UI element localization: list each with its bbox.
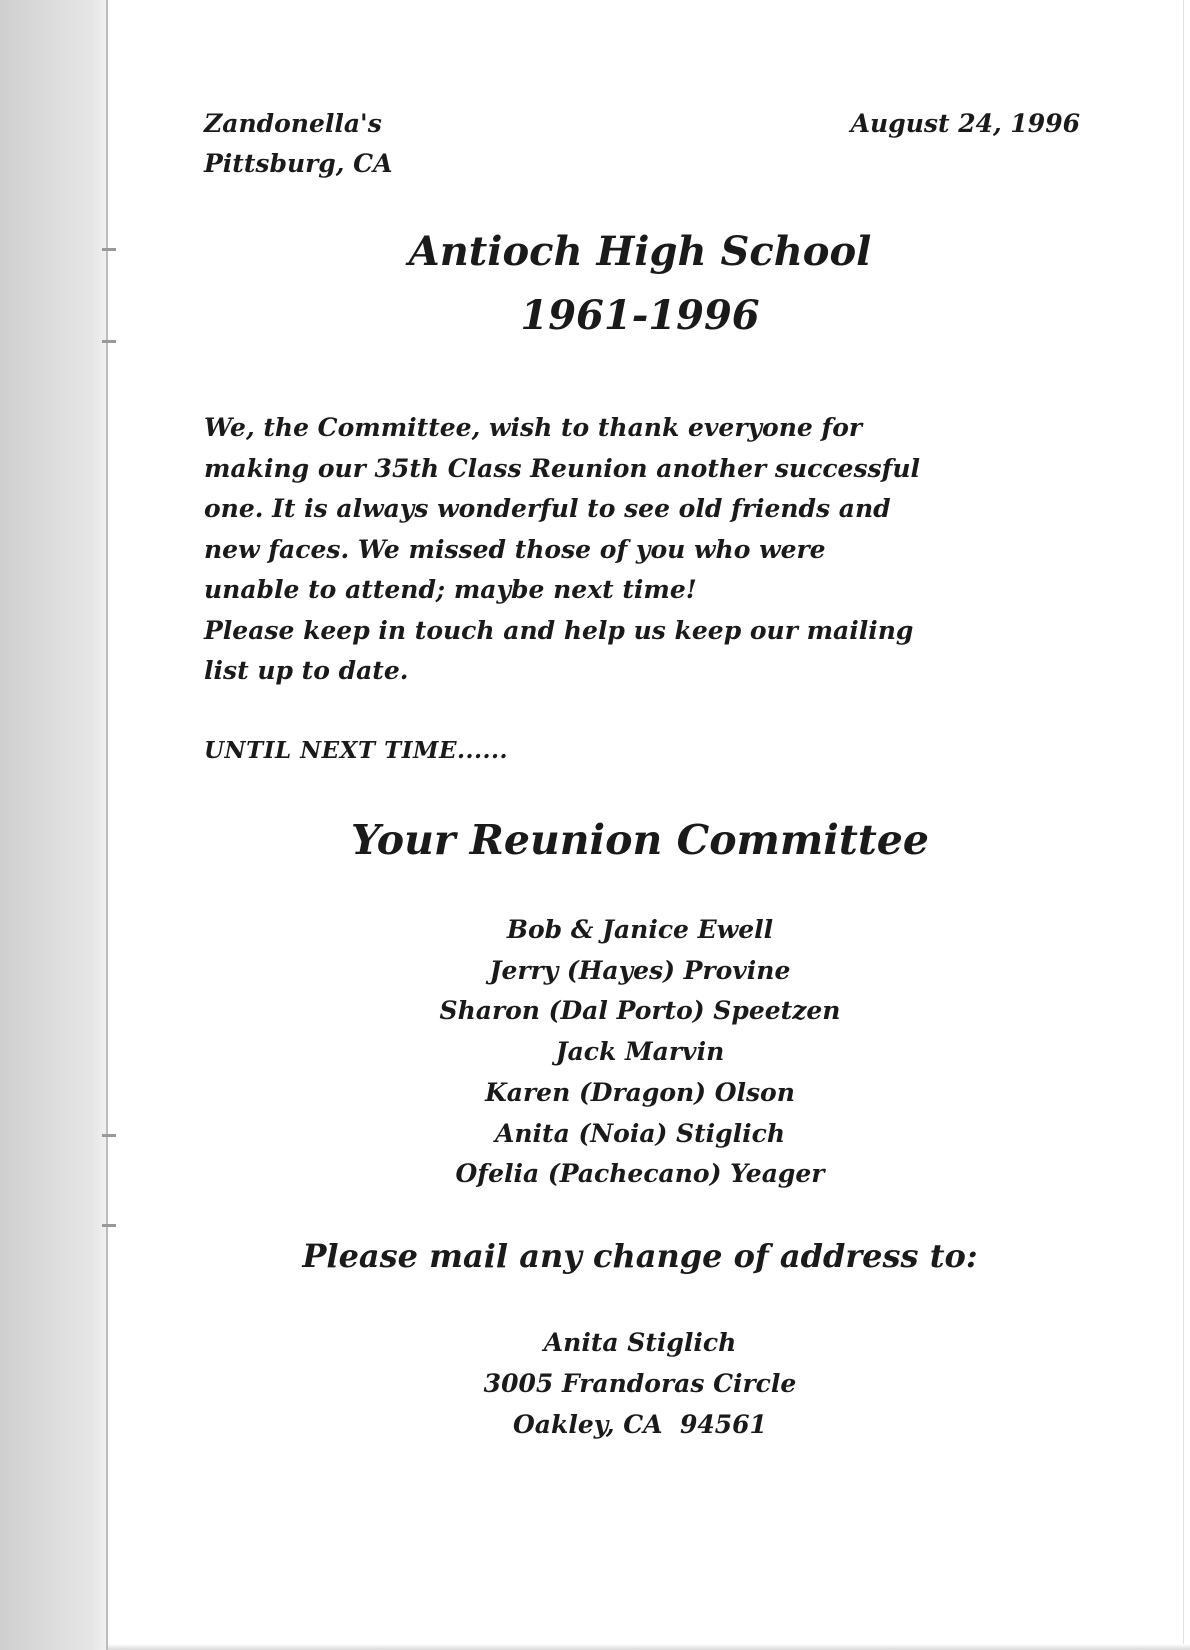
staple-mark <box>102 340 116 343</box>
address-street: 3005 Frandoras Circle <box>483 1369 797 1398</box>
school-title: Antioch High School <box>408 228 872 275</box>
message-line: new faces. We missed those of you who were <box>204 534 826 564</box>
committee-heading: Your Reunion Committee <box>351 816 929 864</box>
staple-mark <box>102 1134 116 1137</box>
letter-date: August 24, 1996 <box>850 109 1080 138</box>
committee-member: Anita (Noia) Stiglich <box>494 1118 786 1148</box>
address-city: Oakley, CA 94561 <box>513 1410 767 1439</box>
mailing-address <box>200 1322 1080 1445</box>
message-line: We, the Committee, wish to thank everyone for <box>204 413 863 442</box>
page-edge <box>1183 0 1184 1650</box>
message-line: list up to date. <box>204 656 409 685</box>
staple-mark <box>102 1224 116 1227</box>
message-line: one. It is always wonderful to see old friends and <box>204 494 891 523</box>
class-years: 1961-1996 <box>520 292 760 339</box>
thank-you-message <box>204 408 1064 692</box>
venue-name: Zandonella's <box>204 109 382 138</box>
message-line: unable to attend; maybe next time! <box>204 575 697 604</box>
committee-member: Ofelia (Pachecano) Yeager <box>455 1159 825 1189</box>
signoff: UNTIL NEXT TIME...... <box>204 737 509 764</box>
committee-member: Bob & Janice Ewell <box>506 915 774 944</box>
committee-member: Karen (Dragon) Olson <box>485 1077 795 1107</box>
staple-mark <box>102 248 116 251</box>
mail-heading: Please mail any change of address to: <box>302 1237 978 1275</box>
venue-city: Pittsburg, CA <box>204 149 393 178</box>
binding-edge <box>0 0 108 1650</box>
reunion-letter-page <box>200 0 1080 1650</box>
address-name: Anita Stiglich <box>543 1328 737 1357</box>
message-line: making our 35th Class Reunion another successful <box>204 453 921 483</box>
committee-member: Jack Marvin <box>555 1037 725 1067</box>
committee-member: Sharon (Dal Porto) Speetzen <box>439 996 841 1026</box>
committee-member-list <box>200 910 1080 1195</box>
message-line: Please keep in touch and help us keep our mailing <box>204 615 914 645</box>
committee-member: Jerry (Hayes) Provine <box>489 955 791 985</box>
venue-block <box>204 104 392 184</box>
